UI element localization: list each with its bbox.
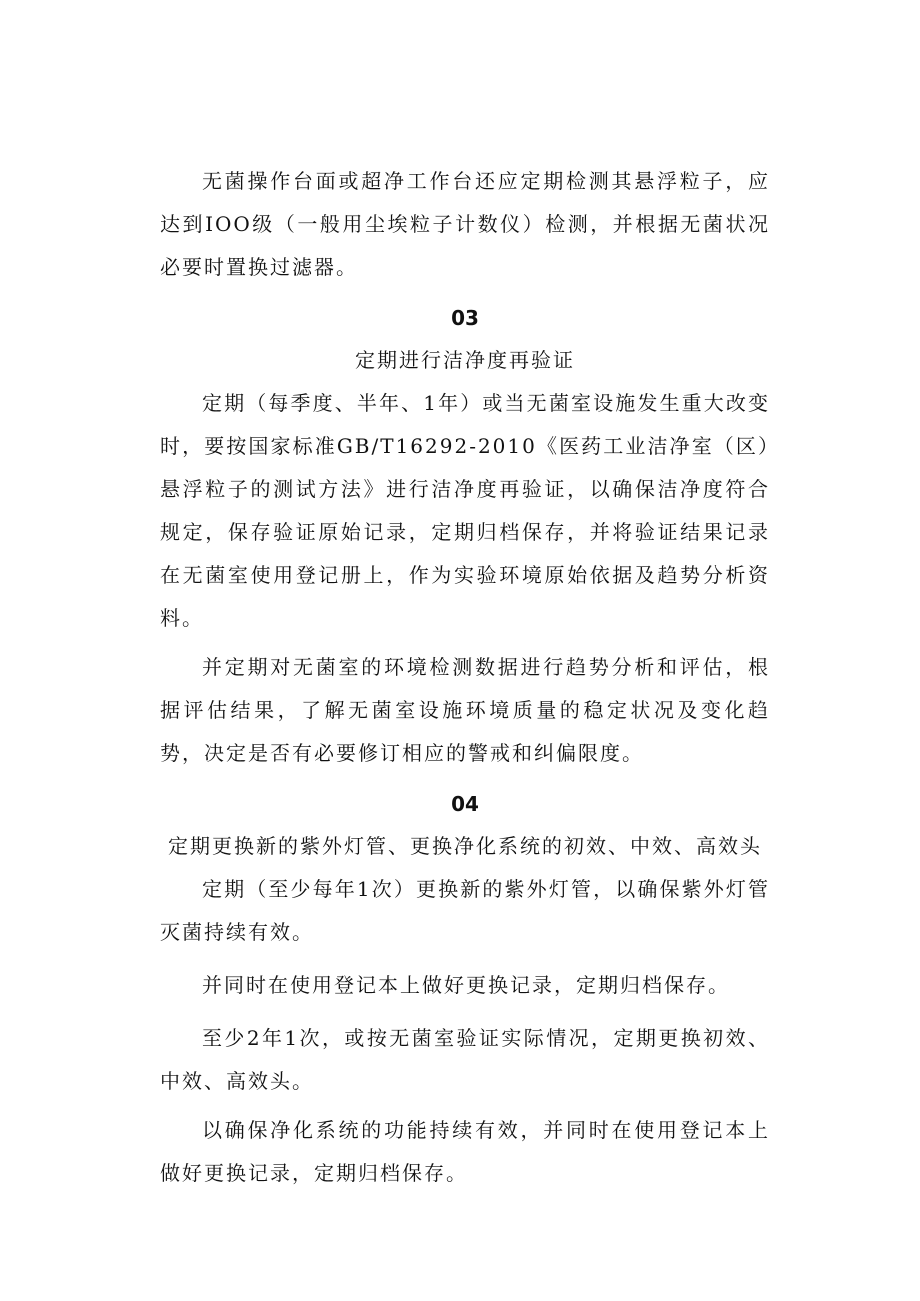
paragraph-trend-analysis: 并定期对无菌室的环境检测数据进行趋势分析和评估，根据评估结果，了解无菌室设施环境质量的稳定状况及变化趋势，决定是否有必要修订相应的警戒和纠偏限度。: [160, 655, 770, 765]
paragraph-uv-lamp-replacement: 定期（至少每年1次）更换新的紫外灯管，以确保紫外灯管灭菌持续有效。: [160, 877, 770, 944]
paragraph-purification-effective: 以确保净化系统的功能持续有效，并同时在使用登记本上做好更换记录，定期归档保存。: [160, 1118, 770, 1185]
paragraph-replacement-record: 并同时在使用登记本上做好更换记录，定期归档保存。: [202, 973, 730, 997]
section-title-uv-lamp-filter-replacement: 定期更换新的紫外灯管、更换净化系统的初效、中效、高效头: [168, 834, 762, 858]
paragraph-filter-head-replacement: 至少2年1次，或按无菌室验证实际情况，定期更换初效、中效、高效头。: [160, 1026, 770, 1093]
section-number-03: 03: [451, 306, 479, 330]
paragraph-revalidation-standard: 定期（每季度、半年、1年）或当无菌室设施发生重大改变时，要按国家标准GB/T16292-2010《医药工业洁净室（区）悬浮粒子的测试方法》进行洁净度再验证，以确保洁净度符合规定，保存验证原始记录，定期归档保存，并将验证结果记录在无菌室使用登记册上，作为实验环境原始依据及趋势分析资料。: [160, 391, 770, 630]
section-title-cleanliness-revalidation: 定期进行洁净度再验证: [355, 348, 575, 372]
paragraph-filter-replacement: 无菌操作台面或超净工作台还应定期检测其悬浮粒子，应达到IOO级（一般用尘埃粒子计数仪）检测，并根据无菌状况必要时置换过滤器。: [160, 169, 770, 279]
document-body: [160, 160, 770, 1195]
section-number-04: 04: [451, 792, 479, 816]
